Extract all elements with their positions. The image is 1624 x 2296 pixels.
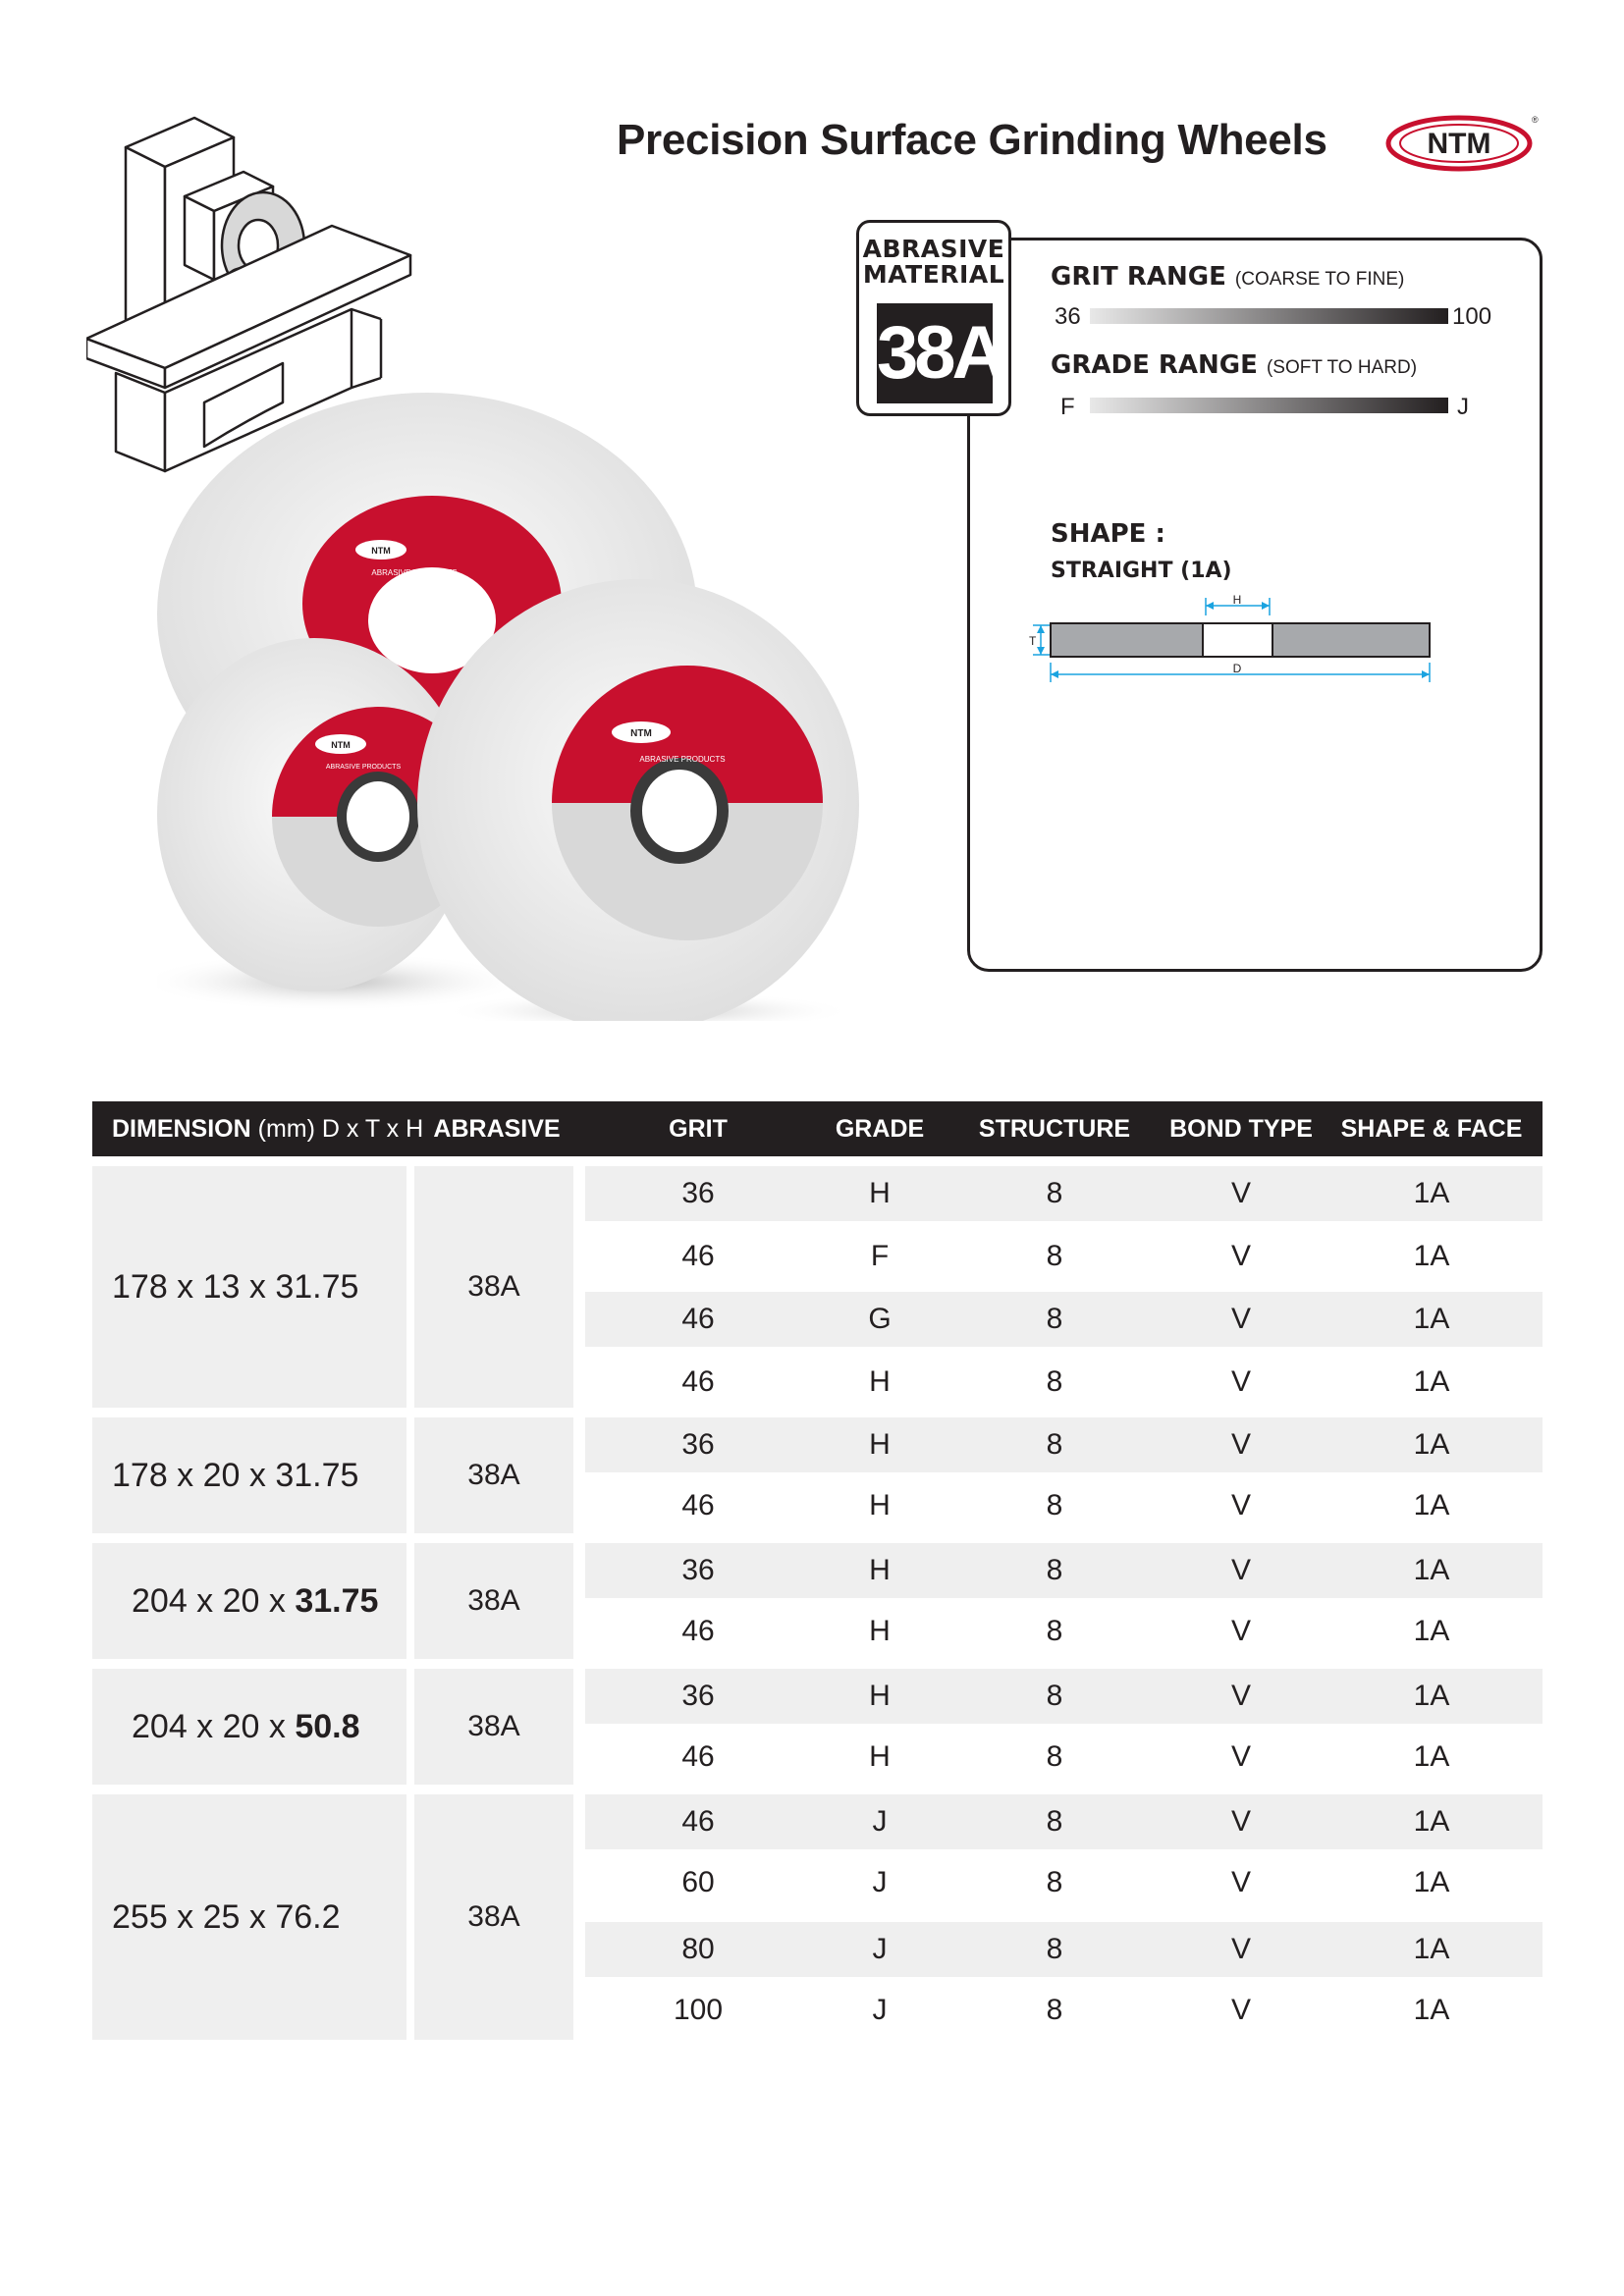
bond-cell: V: [1230, 1805, 1252, 1838]
structure-cell: 8: [1046, 1615, 1063, 1647]
abrasive-material-box: [856, 220, 1011, 416]
bond-cell: V: [1230, 1680, 1252, 1712]
grade-cell: F: [870, 1240, 890, 1272]
abrasive-cell: 38A: [414, 1166, 573, 1408]
abrasive-label-line2: MATERIAL: [862, 260, 1005, 289]
table-row: [585, 1229, 1543, 1284]
grade-cell: H: [869, 1740, 891, 1773]
th-abrasive: ABRASIVE: [433, 1115, 561, 1143]
table-row: [585, 1983, 1543, 2038]
abrasive-cell: 38A: [414, 1794, 573, 2040]
abrasive-code: 38A: [877, 303, 993, 403]
dimension-cell: 178 x 13 x 31.75: [92, 1166, 406, 1408]
grit-cell: 46: [681, 1489, 715, 1522]
table-row: [585, 1794, 1543, 1849]
grade-cell: H: [869, 1554, 891, 1586]
shape-diagram: [1029, 586, 1471, 694]
grit-cell: 100: [673, 1994, 724, 2026]
th-grit: GRIT: [669, 1115, 728, 1143]
grade-range-subtitle: (SOFT TO HARD): [1266, 357, 1418, 378]
bond-cell: V: [1230, 1866, 1252, 1898]
shape-cell: 1A: [1413, 1805, 1450, 1838]
grade-cell: G: [868, 1303, 892, 1335]
shape-cell: 1A: [1413, 1489, 1450, 1522]
shape-name: STRAIGHT (1A): [1051, 559, 1232, 583]
th-dimension-unit: (mm) D x T x H: [257, 1115, 424, 1143]
table-row: [585, 1922, 1543, 1977]
spec-panel: [967, 238, 1543, 972]
grade-max: J: [1457, 394, 1469, 420]
bond-cell: V: [1230, 1240, 1252, 1272]
table-row: [585, 1543, 1543, 1598]
grit-cell: 36: [681, 1554, 715, 1586]
grade-cell: J: [872, 1866, 888, 1898]
bond-cell: V: [1230, 1554, 1252, 1586]
shape-cell: 1A: [1413, 1615, 1450, 1647]
structure-cell: 8: [1046, 1177, 1063, 1209]
bond-cell: V: [1230, 1365, 1252, 1398]
abrasive-cell: 38A: [414, 1543, 573, 1659]
bond-cell: V: [1230, 1994, 1252, 2026]
shape-cell: 1A: [1413, 1240, 1450, 1272]
structure-cell: 8: [1046, 1680, 1063, 1712]
grit-range-bar: [1090, 308, 1448, 324]
grade-cell: J: [872, 1933, 888, 1965]
table-row: [585, 1604, 1543, 1659]
table-row: [585, 1855, 1543, 1910]
shape-cell: 1A: [1413, 1177, 1450, 1209]
table-row: [585, 1730, 1543, 1785]
grit-cell: 36: [681, 1680, 715, 1712]
svg-text:®: ®: [1532, 115, 1539, 125]
shape-cell: 1A: [1413, 1740, 1450, 1773]
table-row: [585, 1166, 1543, 1221]
bond-cell: V: [1230, 1740, 1252, 1773]
wheel-label-text-2: ABRASIVE PRODUCTS: [639, 755, 726, 764]
grit-cell: 46: [681, 1805, 715, 1838]
structure-cell: 8: [1046, 1994, 1063, 2026]
structure-cell: 8: [1046, 1740, 1063, 1773]
bond-cell: V: [1230, 1489, 1252, 1522]
grade-cell: J: [872, 1994, 888, 2026]
shape-cell: 1A: [1413, 1428, 1450, 1461]
th-dimension: DIMENSION (mm) D x T x H: [112, 1115, 424, 1143]
abrasive-cell: 38A: [414, 1669, 573, 1785]
structure-cell: 8: [1046, 1489, 1063, 1522]
wheel-label-brand-3: NTM: [371, 546, 391, 556]
grit-cell: 46: [681, 1303, 715, 1335]
grit-min: 36: [1055, 303, 1081, 330]
abrasive-label-line1: ABRASIVE: [862, 235, 1005, 263]
bond-cell: V: [1230, 1428, 1252, 1461]
shape-cell: 1A: [1413, 1866, 1450, 1898]
grade-cell: H: [869, 1489, 891, 1522]
grade-cell: H: [869, 1428, 891, 1461]
wheel-label-brand: NTM: [331, 740, 351, 750]
dimension-cell: 204 x 20 x 31.75: [92, 1543, 406, 1659]
table-row: [585, 1292, 1543, 1347]
abrasive-cell: 38A: [414, 1417, 573, 1533]
grit-cell: 46: [681, 1740, 715, 1773]
grinding-wheels-photo: [157, 393, 903, 1021]
grit-cell: 46: [681, 1615, 715, 1647]
grit-cell: 60: [681, 1866, 715, 1898]
shape-cell: 1A: [1413, 1365, 1450, 1398]
grade-cell: H: [869, 1615, 891, 1647]
shape-cell: 1A: [1413, 1994, 1450, 2026]
shape-cell: 1A: [1413, 1554, 1450, 1586]
grade-cell: H: [869, 1365, 891, 1398]
shape-cell: 1A: [1413, 1303, 1450, 1335]
grade-cell: H: [869, 1177, 891, 1209]
wheel-label-text: ABRASIVE PRODUCTS: [325, 764, 402, 771]
wheel-label-text-3: ABRASIVE PRODUCTS: [371, 568, 458, 577]
th-bond-type: BOND TYPE: [1169, 1115, 1313, 1143]
dimension-bold: 31.75: [295, 1581, 379, 1620]
grit-range-subtitle: (COARSE TO FINE): [1234, 269, 1405, 290]
grade-range-title: GRADE RANGE (SOFT TO HARD): [1051, 350, 1418, 380]
th-grade: GRADE: [835, 1115, 925, 1143]
grade-cell: J: [872, 1805, 888, 1838]
table-row: [585, 1355, 1543, 1410]
structure-cell: 8: [1046, 1303, 1063, 1335]
shape-cell: 1A: [1413, 1680, 1450, 1712]
grade-min: F: [1060, 394, 1075, 420]
structure-cell: 8: [1046, 1933, 1063, 1965]
bond-cell: V: [1230, 1177, 1252, 1209]
ntm-logo: [1382, 113, 1540, 174]
dimension-cell: 178 x 20 x 31.75: [92, 1417, 406, 1533]
grade-range-bar: [1090, 398, 1448, 413]
dimension-bold: 50.8: [295, 1707, 360, 1745]
grit-cell: 80: [681, 1933, 715, 1965]
structure-cell: 8: [1046, 1805, 1063, 1838]
table-row: [585, 1417, 1543, 1472]
dimension-cell: 255 x 25 x 76.2: [92, 1794, 406, 2040]
grit-cell: 46: [681, 1365, 715, 1398]
bond-cell: V: [1230, 1933, 1252, 1965]
shape-title: SHAPE :: [1051, 519, 1165, 549]
bond-cell: V: [1230, 1303, 1252, 1335]
structure-cell: 8: [1046, 1428, 1063, 1461]
grit-max: 100: [1452, 303, 1492, 330]
th-structure: STRUCTURE: [978, 1115, 1131, 1143]
wheel-label-brand-2: NTM: [630, 728, 652, 739]
th-shape-face: SHAPE & FACE: [1340, 1115, 1523, 1143]
dimension-cell: 204 x 20 x 50.8: [92, 1669, 406, 1785]
table-header: [92, 1101, 1543, 1156]
structure-cell: 8: [1046, 1240, 1063, 1272]
grit-cell: 46: [681, 1240, 715, 1272]
structure-cell: 8: [1046, 1365, 1063, 1398]
grit-cell: 36: [681, 1428, 715, 1461]
table-row: [585, 1669, 1543, 1724]
shape-h-label: H: [1232, 593, 1242, 607]
shape-d-label: D: [1232, 662, 1242, 675]
table-row: [585, 1478, 1543, 1533]
shape-cell: 1A: [1413, 1933, 1450, 1965]
structure-cell: 8: [1046, 1866, 1063, 1898]
grade-cell: H: [869, 1680, 891, 1712]
shape-t-label: T: [1029, 634, 1037, 648]
structure-cell: 8: [1046, 1554, 1063, 1586]
page-title: Precision Surface Grinding Wheels: [617, 116, 1327, 164]
grit-range-title: GRIT RANGE (COARSE TO FINE): [1051, 262, 1405, 292]
grit-cell: 36: [681, 1177, 715, 1209]
brand-name: NTM: [1427, 128, 1491, 160]
bond-cell: V: [1230, 1615, 1252, 1647]
